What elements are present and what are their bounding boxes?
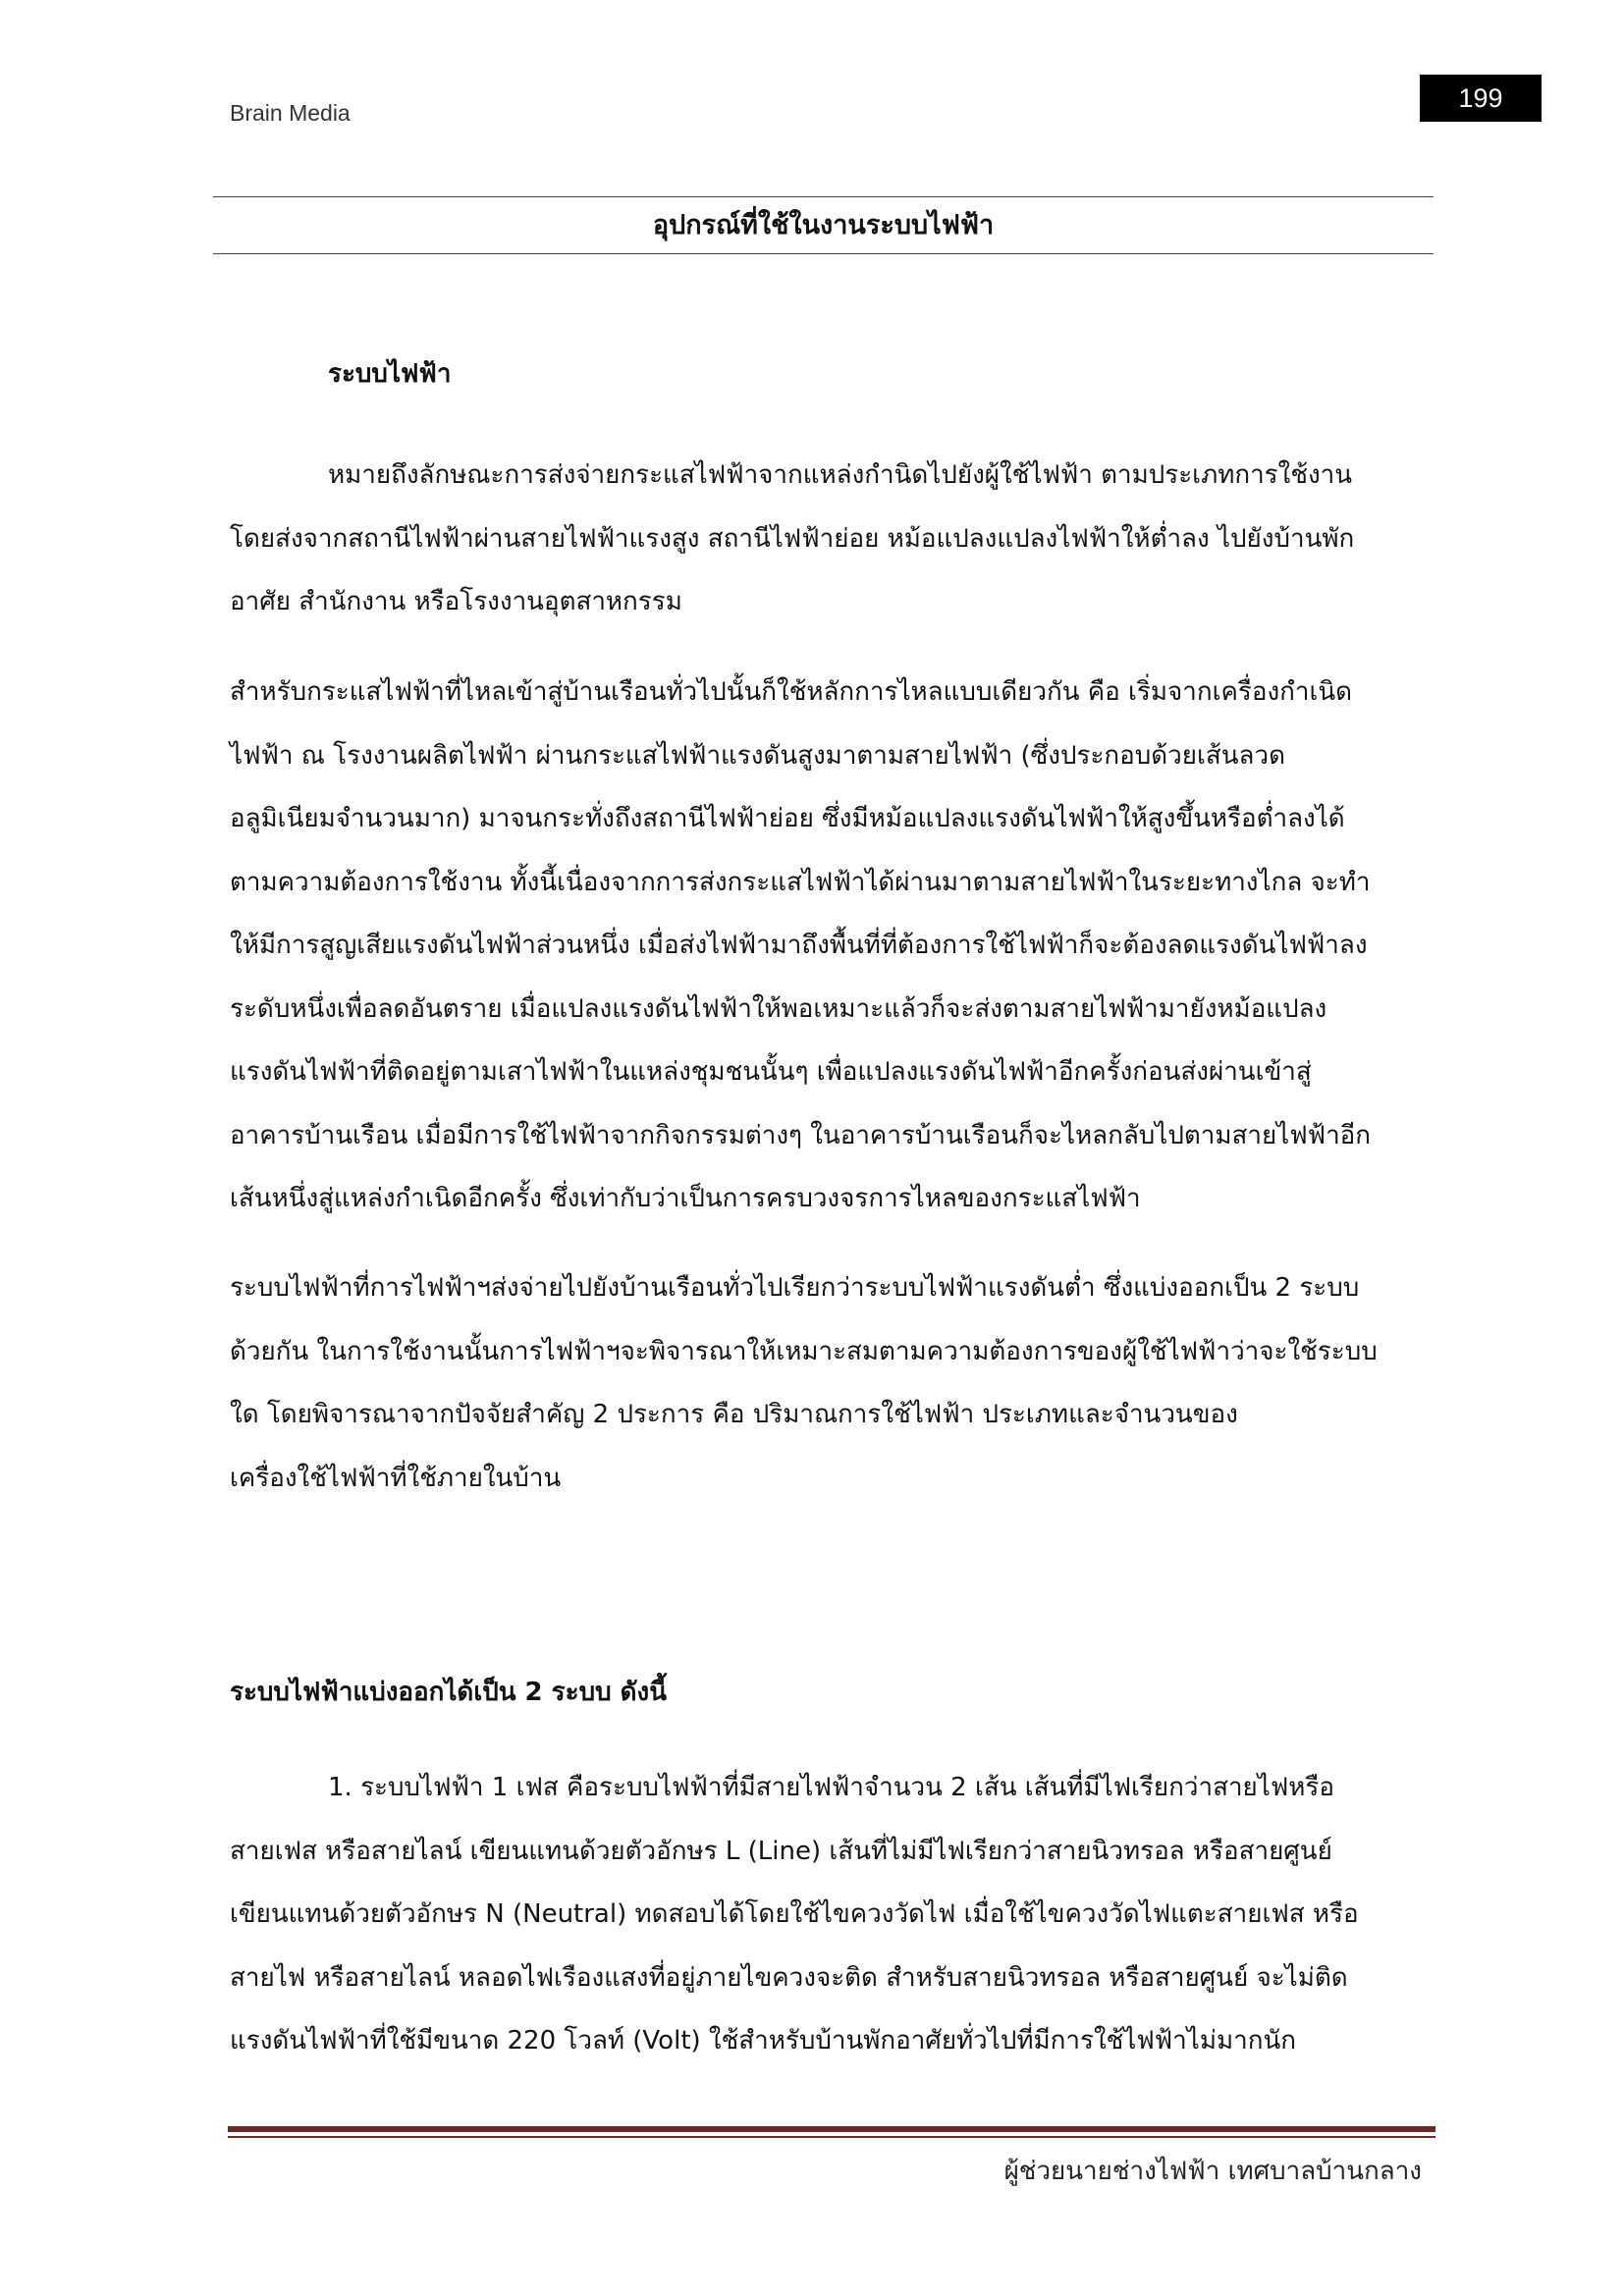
- section-heading-electric-system: ระบบไฟฟ้า: [328, 359, 452, 389]
- brand-label: Brain Media: [230, 100, 351, 126]
- section-heading-two-systems: ระบบไฟฟ้าแบ่งออกได้เป็น 2 ระบบ ดังนี้: [230, 1678, 668, 1707]
- paragraph-household-flow: [230, 661, 1443, 1231]
- paragraph-line: สายเฟส หรือสายไลน์ เขียนแทนด้วยตัวอักษร L (Line) เส้นที่ไม่มีไฟเรียกว่าสายนิวทรอล หรือสายศูนย์: [230, 1836, 1332, 1866]
- footer-rule-thin: [228, 2136, 1435, 2138]
- paragraph-line: ไฟฟ้า ณ โรงงานผลิตไฟฟ้า ผ่านกระแสไฟฟ้าแรงดันสูงมาตามสายไฟฟ้า (ซึ่งประกอบด้วยเส้นลวด: [230, 740, 1285, 771]
- paragraph-line: สำหรับกระแสไฟฟ้าที่ไหลเข้าสู่บ้านเรือนทั่วไปนั้นก็ใช้หลักการไหลแบบเดียวกัน คือ เริ่มจากเครื่องกำเนิด: [230, 677, 1353, 707]
- paragraph-line: โดยส่งจากสถานีไฟฟ้าผ่านสายไฟฟ้าแรงสูง สถานีไฟฟ้าย่อย หม้อแปลงแปลงไฟฟ้าให้ต่ำลง ไปยังบ้านพัก: [230, 523, 1355, 554]
- paragraph-line: ระบบไฟฟ้าที่การไฟฟ้าฯส่งจ่ายไปยังบ้านเรือนทั่วไปเรียกว่าระบบไฟฟ้าแรงดันต่ำ ซึ่งแบ่งออกเป็น 2 ระบบ: [230, 1273, 1360, 1303]
- paragraph-line: เขียนแทนด้วยตัวอักษร N (Neutral) ทดสอบได้โดยใช้ไขควงวัดไฟ เมื่อใช้ไขควงวัดไฟแตะสายเฟส หรือ: [230, 1899, 1359, 1929]
- paragraph-single-phase: [230, 1756, 1443, 2073]
- paragraph-line: อลูมิเนียมจำนวนมาก) มาจนกระทั่งถึงสถานีไฟฟ้าย่อย ซึ่งมีหม้อแปลงแรงดันไฟฟ้าให้สูงขึ้นหรือต่ำลงได้: [230, 804, 1345, 833]
- paragraph-line: 1. ระบบไฟฟ้า 1 เฟส คือระบบไฟฟ้าที่มีสายไฟฟ้าจำนวน 2 เส้น เส้นที่มีไฟเรียกว่าสายไฟหรือ: [328, 1773, 1334, 1802]
- paragraph-line: อาคารบ้านเรือน เมื่อมีการใช้ไฟฟ้าจากกิจกรรมต่างๆ ในอาคารบ้านเรือนก็จะไหลกลับไปตามสายไฟฟ้าอีก: [230, 1120, 1372, 1150]
- footer-rule-thick: [228, 2126, 1435, 2132]
- title-rule-bottom: [213, 253, 1434, 254]
- paragraph-line: ตามความต้องการใช้งาน ทั้งนี้เนื่องจากการส่งกระแสไฟฟ้าได้ผ่านมาตามสายไฟฟ้าในระยะทางไกล จะทำ: [230, 867, 1371, 897]
- paragraph-line: หมายถึงลักษณะการส่งจ่ายกระแสไฟฟ้าจากแหล่งกำนิดไปยังผู้ใช้ไฟฟ้า ตามประเภทการใช้งาน: [328, 460, 1353, 490]
- paragraph-line: แรงดันไฟฟ้าที่ใช้มีขนาด 220 โวลท์ (Volt) ใช้สำหรับบ้านพักอาศัยทั่วไปที่มีการใช้ไฟฟ้าไม่มากนัก: [230, 2026, 1296, 2056]
- paragraph-definition: [230, 444, 1443, 634]
- paragraph-line: เส้นหนึ่งสู่แหล่งกำเนิดอีกครั้ง ซึ่งเท่ากับว่าเป็นการครบวงจรการไหลของกระแสไฟฟ้า: [230, 1184, 1141, 1213]
- chapter-title: อุปกรณ์ที่ใช้ในงานระบบไฟฟ้า: [652, 210, 995, 240]
- paragraph-line: เครื่องใช้ไฟฟ้าที่ใช้ภายในบ้าน: [230, 1463, 562, 1493]
- title-rule-top: [213, 196, 1434, 197]
- paragraph-line: อาศัย สำนักงาน หรือโรงงานอุตสาหกรรม: [230, 587, 682, 616]
- footer-text: ผู้ช่วยนายช่างไฟฟ้า เทศบาลบ้านกลาง: [1003, 2157, 1422, 2186]
- paragraph-line: แรงดันไฟฟ้าที่ติดอยู่ตามเสาไฟฟ้าในแหล่งชุมชนนั้นๆ เพื่อแปลงแรงดันไฟฟ้าอีกครั้งก่อนส่งผ่านเข้าสู่: [230, 1057, 1312, 1087]
- paragraph-line: ให้มีการสูญเสียแรงดันไฟฟ้าส่วนหนึ่ง เมื่อส่งไฟฟ้ามาถึงพื้นที่ที่ต้องการใช้ไฟฟ้าก็จะต้องลดแรงดันไฟฟ้าลง: [230, 931, 1368, 960]
- paragraph-line: ด้วยกัน ในการใช้งานนั้นการไฟฟ้าฯจะพิจารณาให้เหมาะสมตามความต้องการของผู้ใช้ไฟฟ้าว่าจะใช้ระบบ: [230, 1336, 1378, 1366]
- paragraph-low-voltage: [230, 1256, 1443, 1510]
- paragraph-line: ใด โดยพิจารณาจากปัจจัยสำคัญ 2 ประการ คือ ปริมาณการใช้ไฟฟ้า ประเภทและจำนวนของ: [230, 1400, 1238, 1429]
- paragraph-line: สายไฟ หรือสายไลน์ หลอดไฟเรืองแสงที่อยู่ภายไขควงจะติด สำหรับสายนิวทรอล หรือสายศูนย์ จะไม่ติด: [230, 1962, 1348, 1993]
- paragraph-line: ระดับหนึ่งเพื่อลดอันตราย เมื่อแปลงแรงดันไฟฟ้าให้พอเหมาะแล้วก็จะส่งตามสายไฟฟ้ามายังหม้อแปลง: [230, 993, 1327, 1024]
- page-number: 199: [1420, 75, 1542, 122]
